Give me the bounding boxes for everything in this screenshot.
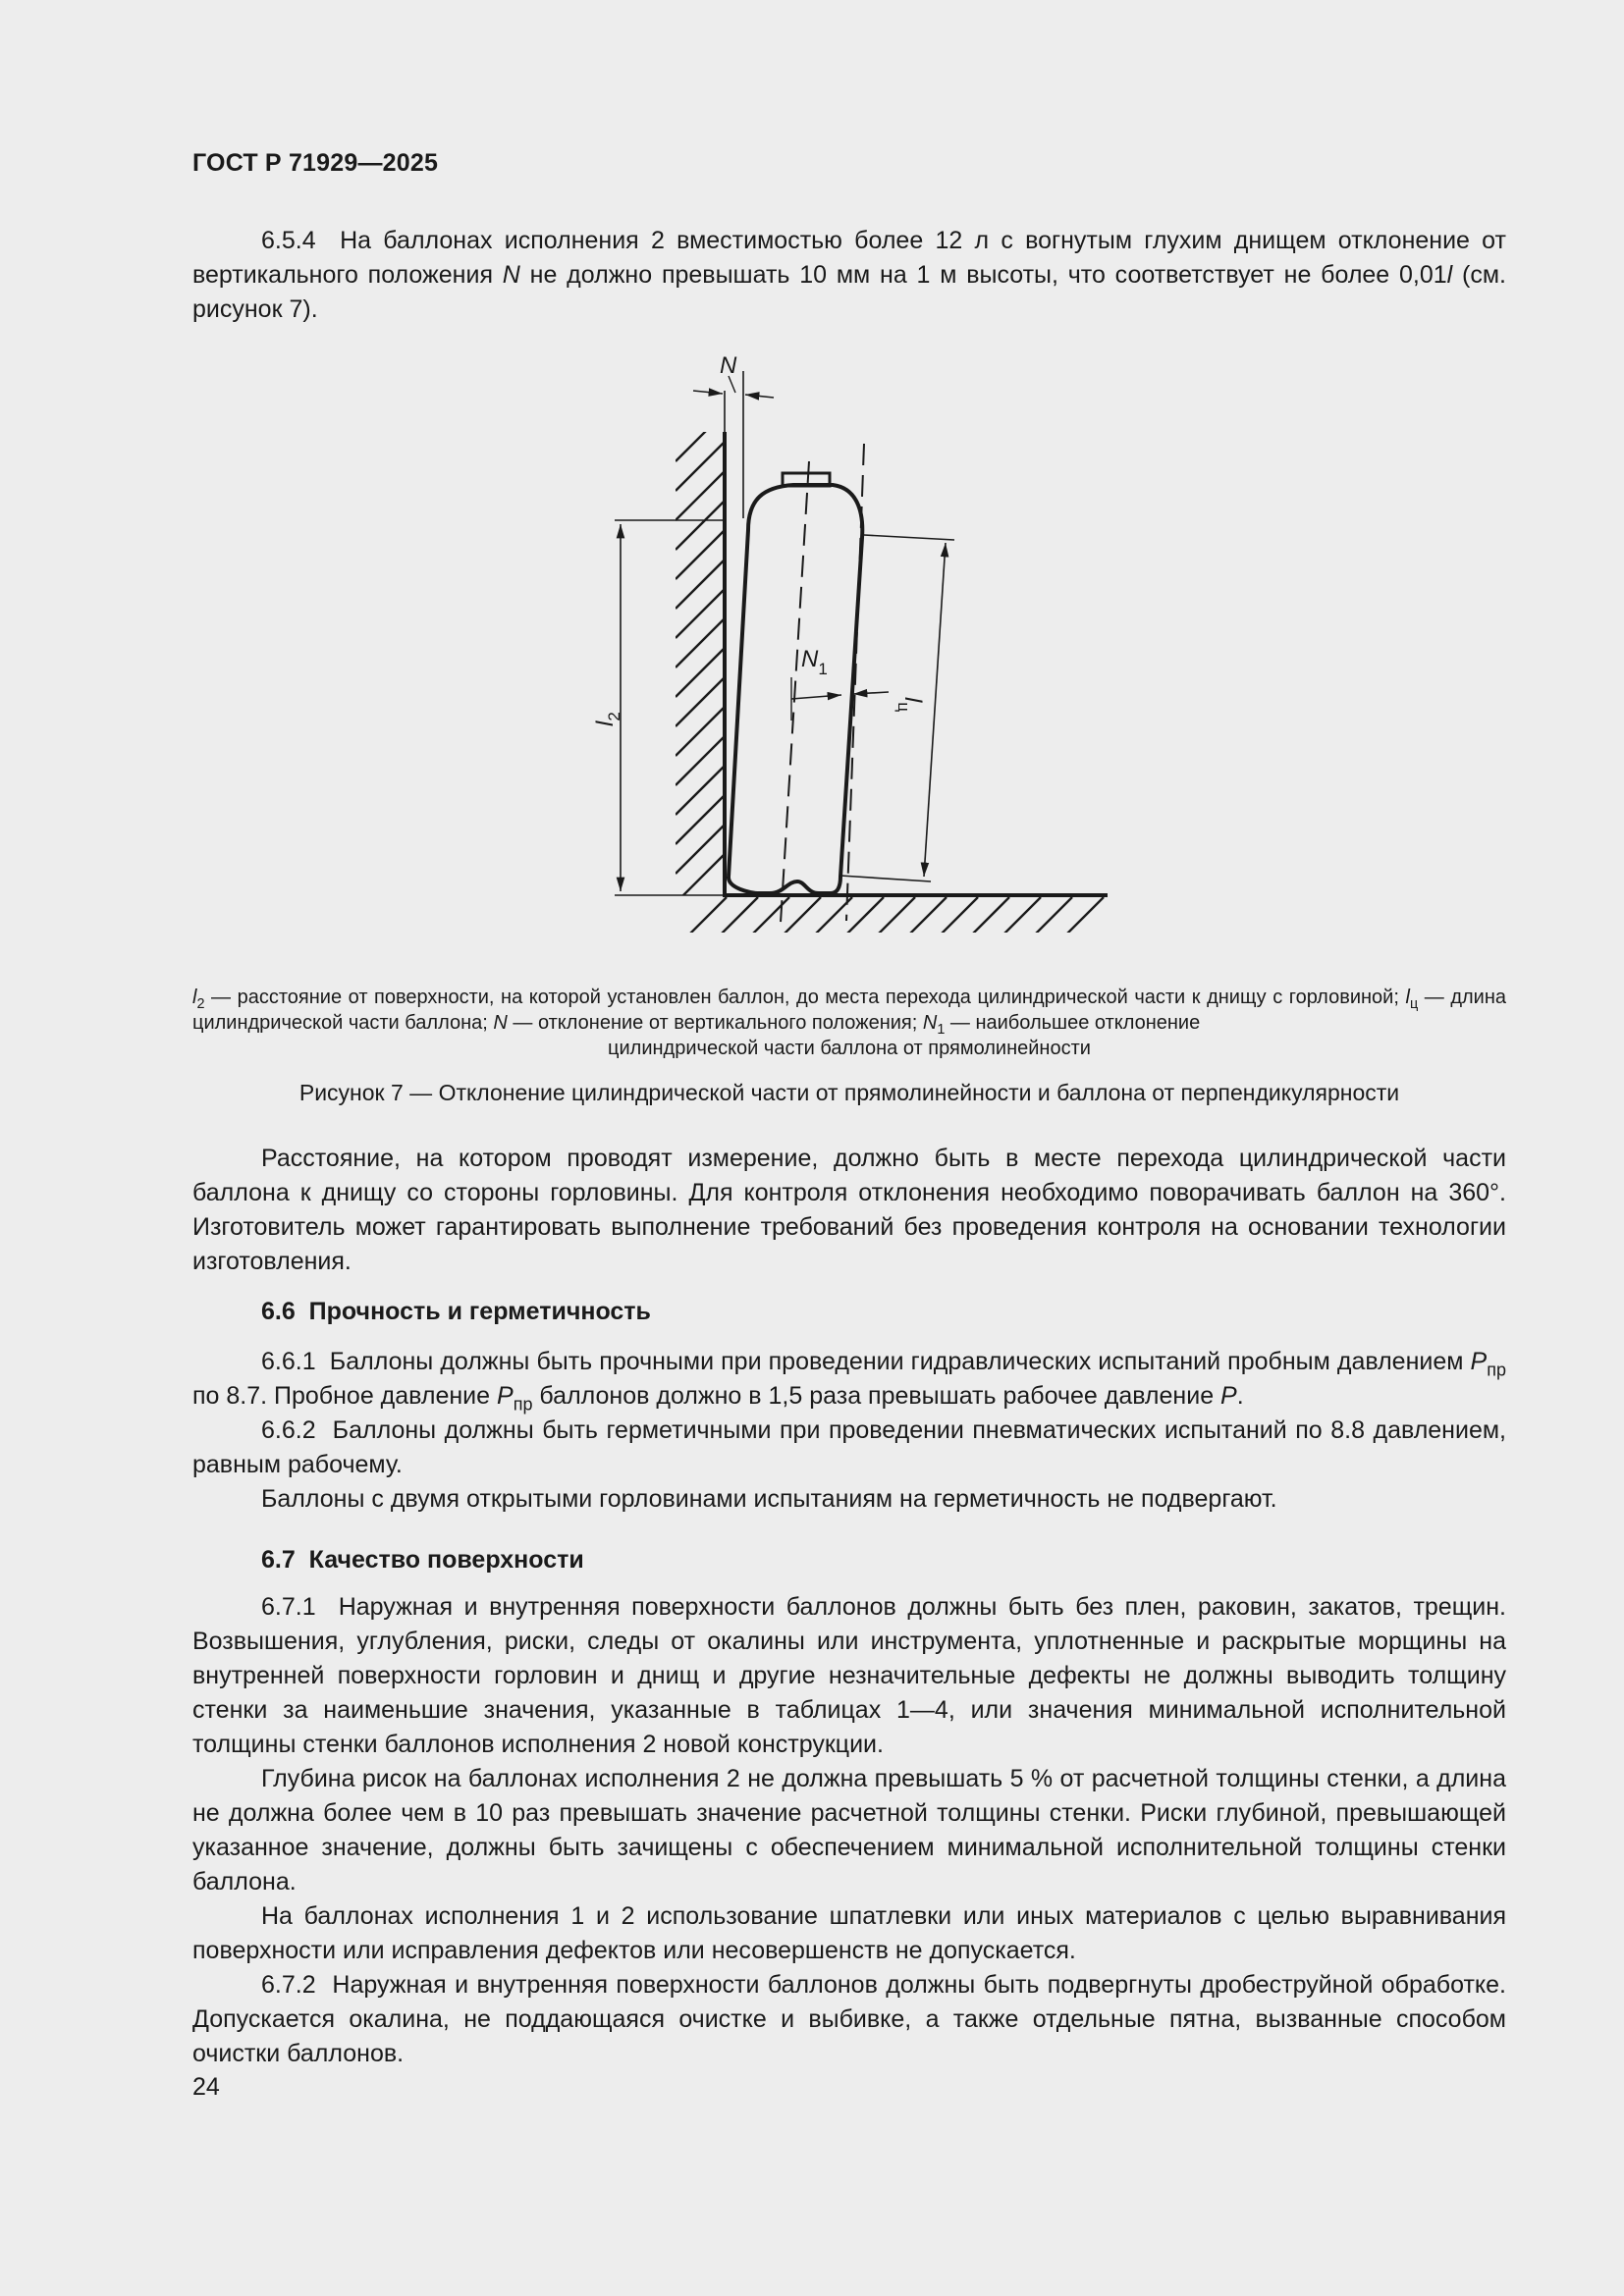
clause-number: 6.6.1 bbox=[261, 1348, 316, 1375]
paragraph-6-6-2-note: Баллоны с двумя открытыми горловинами испытаниям на герметичность не подвергают. bbox=[261, 1485, 1277, 1513]
section-title: Качество поверхности bbox=[308, 1546, 584, 1574]
legend-symbol: N bbox=[493, 1012, 508, 1034]
wall-hatching bbox=[676, 412, 725, 903]
paragraph-text: не должно превышать 10 мм на 1 м высоты, что соответствует не более 0,01 bbox=[529, 261, 1447, 289]
clause-number: 6.6.2 bbox=[261, 1416, 316, 1444]
paragraph-text: (см. рисунок 7). bbox=[192, 261, 1507, 323]
standard-header: ГОСТ Р 71929—2025 bbox=[192, 149, 439, 177]
symbol-n: N bbox=[502, 261, 520, 289]
legend-text: — расстояние от поверхности, на которой установлен баллон, до места перехода цилиндрической части к днищу с горловиной; bbox=[211, 987, 1399, 1008]
paragraph-text: Наружная и внутренняя поверхности баллонов должны быть без плен, раковин, закатов, трещин. Возвышения, углубления, риски, следы от окалины или инструмента, уплотненные и раскрытые морщины на внутренней поверхности горловин и днищ и другие незначительные дефекты не должны выводить толщину стенки за наименьшие значения, указанные в таблицах 1—4, или значения минимальной исполнительной толщины стенки баллонов исполнения 2 новой конструкции. bbox=[192, 1593, 1506, 1758]
legend-text: цилиндрической части баллона от прямолинейности bbox=[608, 1038, 1091, 1059]
paragraph-6-6-2 bbox=[192, 1414, 1506, 1482]
paragraph-6-7-1 bbox=[192, 1590, 1506, 1762]
legend-text: — наибольшее отклонение bbox=[949, 1012, 1201, 1034]
paragraph-text: баллонов должно в 1,5 раза превышать рабочее давление bbox=[539, 1382, 1215, 1410]
label-n: N bbox=[720, 352, 737, 379]
paragraphs-6-6 bbox=[192, 1345, 1506, 1517]
cylinder-axis bbox=[781, 461, 809, 923]
paragraph-text: Баллоны должны быть герметичными при проведении пневматических испытаний по 8.8 давлением, равным рабочему. bbox=[192, 1416, 1506, 1478]
legend-subscript: 2 bbox=[196, 996, 205, 1013]
section-number: 6.6 bbox=[261, 1298, 296, 1325]
floor-hatching bbox=[677, 897, 1104, 933]
clause-number: 6.5.4 bbox=[261, 227, 316, 254]
paragraph-measurement bbox=[192, 1142, 1506, 1279]
subscript-pr: пр bbox=[513, 1394, 533, 1415]
paragraph-text: Расстояние, на котором проводят измерение, должно быть в месте перехода цилиндрической части баллона к днищу со стороны горловины. Для контроля отклонения необходимо поворачивать баллон на 360°. Изготовитель может гарантировать выполнение требований без проведения контроля на основании технологии изготовления. bbox=[192, 1145, 1506, 1275]
section-heading-6-6 bbox=[261, 1298, 651, 1326]
legend-symbol: N bbox=[922, 1012, 938, 1034]
subscript-pr: пр bbox=[1487, 1360, 1506, 1380]
straightness-reference-line bbox=[846, 444, 864, 921]
paragraphs-6-7 bbox=[192, 1590, 1506, 2071]
symbol-p: P bbox=[497, 1382, 514, 1410]
page-number: 24 bbox=[192, 2073, 220, 2101]
legend-symbol: l bbox=[1405, 987, 1410, 1008]
clause-number: 6.7.1 bbox=[261, 1593, 316, 1621]
legend-text: — длина цилиндрической части баллона; bbox=[192, 987, 1507, 1034]
paragraph-text: . bbox=[1236, 1382, 1244, 1410]
paragraph-text: На баллонах исполнения 2 вместимостью более 12 л с вогнутым глухим днищем отклонение от вертикального положения bbox=[192, 227, 1506, 289]
paragraph-6-7-1-scratches: Глубина рисок на баллонах исполнения 2 не должна превышать 5 % от расчетной толщины стенки, а длина не должна более чем в 10 раз превышать значение расчетной толщины стенки. Риски глубиной, превышающей указанное значение, должны быть зачищены с обеспечением минимальной исполнительной толщины стенки баллона. bbox=[192, 1765, 1506, 1896]
symbol-l: l bbox=[1446, 261, 1453, 289]
figure-legend bbox=[192, 985, 1506, 1061]
paragraph-text: по 8.7. Пробное давление bbox=[192, 1382, 491, 1410]
paragraph-6-7-1-putty: На баллонах исполнения 1 и 2 использование шпатлевки или иных материалов с целью выравнивания поверхности или исправления дефектов или несовершенств не допускается. bbox=[192, 1902, 1506, 1964]
paragraph-6-6-1 bbox=[192, 1345, 1506, 1414]
section-title: Прочность и герметичность bbox=[308, 1298, 651, 1325]
label-lc: $l_ц$ bbox=[894, 697, 926, 713]
paragraph-text: Баллоны должны быть прочными при проведении гидравлических испытаний пробным давлением bbox=[329, 1348, 1464, 1375]
label-n1: $N_1$ bbox=[801, 646, 828, 678]
section-number: 6.7 bbox=[261, 1546, 296, 1574]
paragraph-6-5-4 bbox=[192, 224, 1506, 327]
figure-7-diagram bbox=[569, 344, 1119, 933]
legend-subscript: ц bbox=[1409, 996, 1419, 1013]
symbol-p: P bbox=[1470, 1348, 1488, 1375]
section-heading-6-7 bbox=[261, 1546, 584, 1575]
legend-subscript: 1 bbox=[937, 1022, 946, 1039]
paragraph-6-7-2 bbox=[192, 1968, 1506, 2071]
paragraph-text: Наружная и внутренняя поверхности баллонов должны быть подвергнуты дробеструйной обработке. Допускается окалина, не поддающаяся очистке и выбивке, а также отдельные пятна, вызванные способом очистки баллонов. bbox=[192, 1971, 1506, 2067]
figure-caption: Рисунок 7 — Отклонение цилиндрической части от прямолинейности и баллона от перпендикулярности bbox=[298, 1080, 1400, 1105]
label-l2: $l_2$ bbox=[592, 712, 623, 726]
symbol-p: P bbox=[1220, 1382, 1237, 1410]
legend-symbol: l bbox=[192, 987, 197, 1008]
legend-text: — отклонение от вертикального положения; bbox=[513, 1012, 918, 1034]
clause-number: 6.7.2 bbox=[261, 1971, 316, 1999]
